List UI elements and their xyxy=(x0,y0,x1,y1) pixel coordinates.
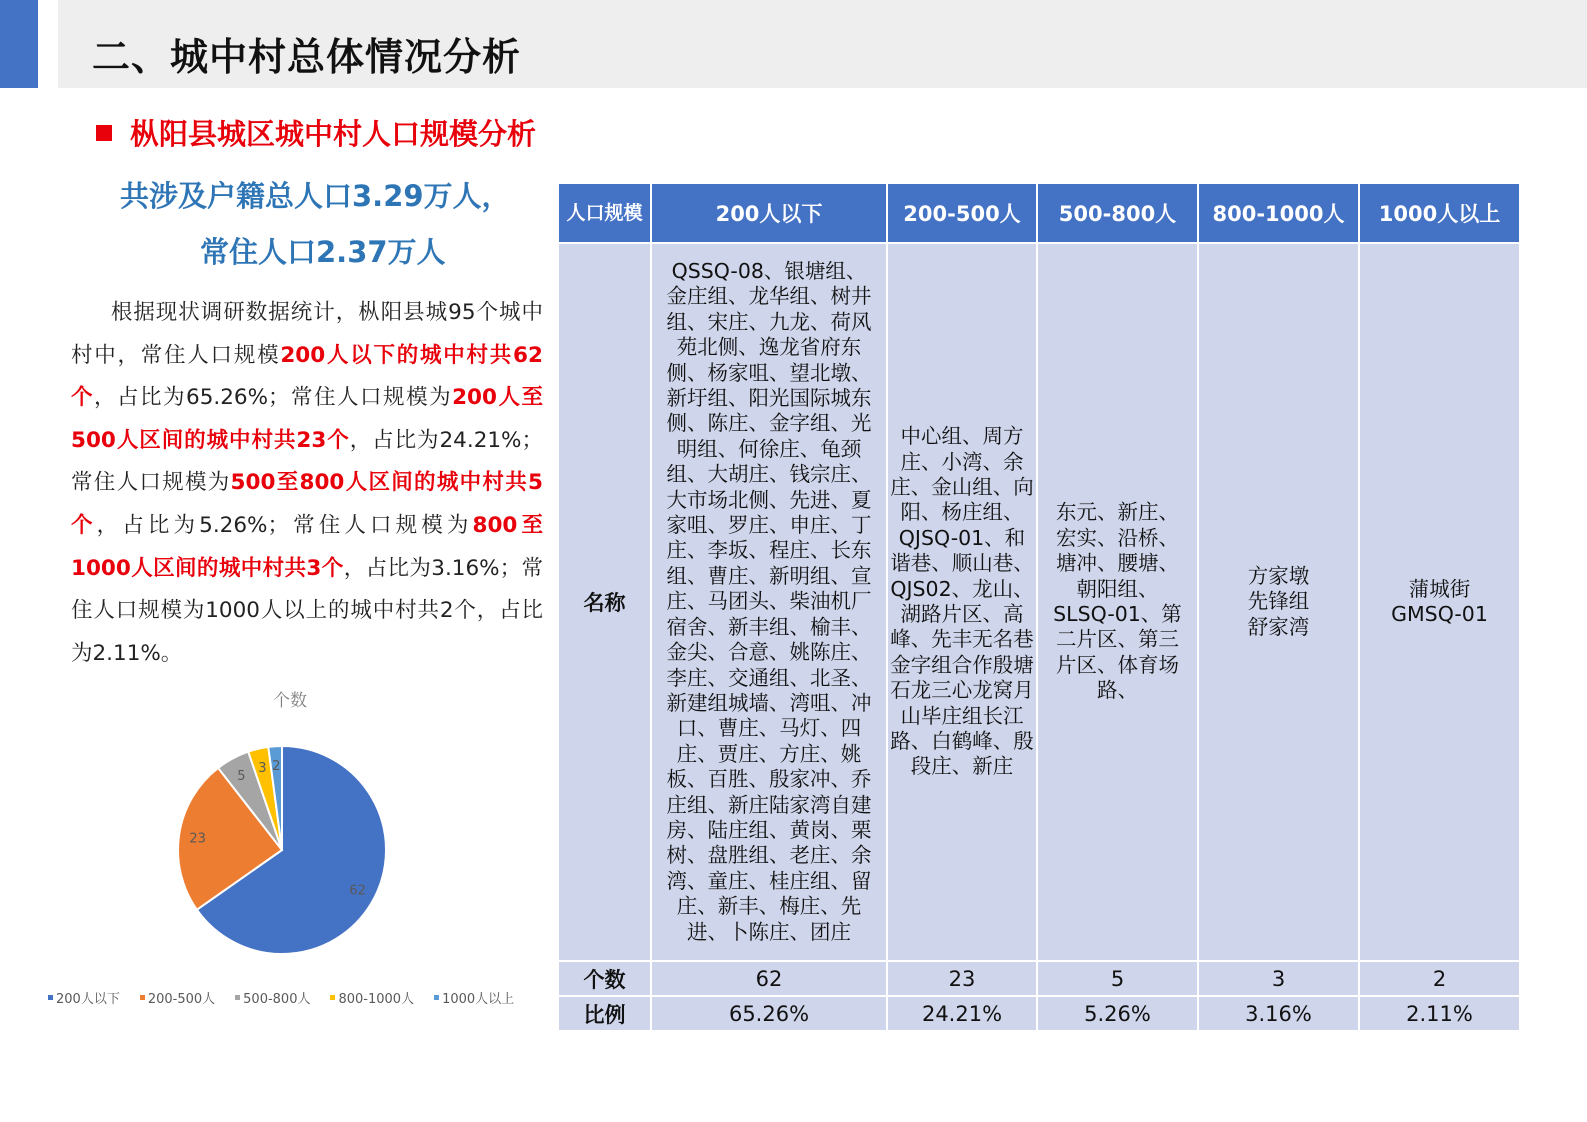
names-cell: QSSQ-08、银塘组、金庄组、龙华组、树井组、宋庄、九龙、荷风苑北侧、逸龙省府东侧、杨家咀、望北墩、新圩组、阳光国际城东侧、陈庄、金字组、光明组、何徐庄、龟颈组、大胡庄、钱宗庄、大市场北侧、先进、夏家咀、罗庄、申庄、丁庄、李坂、程庄、长东组、曹庄、新明组、宣庄、马团头、柴油机厂宿舍、新丰组、榆丰、金尖、合意、姚陈庄、李庄、交通组、北圣、新建组城墙、湾咀、冲口、曹庄、马灯、四庄、贾庄、方庄、姚板、百胜、殷家冲、乔庄组、新庄陆家湾自建房、陆庄组、黄岗、栗树、盘胜组、老庄、余湾、童庄、桂庄组、留庄、新丰、梅庄、先进、卜陈庄、团庄 xyxy=(651,243,887,961)
section-title-text: 枞阳县城区城中村人口规模分析 xyxy=(130,117,537,151)
legend-swatch-icon xyxy=(140,995,145,1000)
ratio-cell: 5.26% xyxy=(1037,996,1198,1031)
row-label: 比例 xyxy=(558,996,651,1031)
pie-data-label: 2 xyxy=(272,758,281,774)
pie-svg xyxy=(40,680,540,980)
names-cell: 蒲城街GMSQ-01 xyxy=(1359,243,1520,961)
ratio-cell: 65.26% xyxy=(651,996,887,1031)
legend-label: 800-1000人 xyxy=(338,992,415,1007)
ratio-cell: 3.16% xyxy=(1198,996,1359,1031)
summary-paragraph xyxy=(71,292,543,675)
page-title: 二、城中村总体情况分析 xyxy=(92,35,522,79)
header-cell: 500-800人 xyxy=(1037,183,1198,243)
pie-data-label: 3 xyxy=(258,760,267,776)
legend-item xyxy=(330,988,414,1007)
pie-chart xyxy=(40,680,540,1020)
table-header-row xyxy=(558,183,1520,243)
chart-title: 个数 xyxy=(273,691,307,711)
count-cell: 62 xyxy=(651,961,887,996)
table-row-counts xyxy=(558,961,1520,996)
table-row-ratios xyxy=(558,996,1520,1031)
pie-data-label: 5 xyxy=(237,768,246,784)
legend-swatch-icon xyxy=(434,995,439,1000)
paragraph-text: ，占比为5.26%；常住人口规模为 xyxy=(96,512,473,538)
legend-label: 1000人以上 xyxy=(442,992,515,1007)
row-label: 个数 xyxy=(558,961,651,996)
highlight-text: 200人至500人区间的城中村共23个 xyxy=(71,385,543,453)
header-cell: 1000人以上 xyxy=(1359,183,1520,243)
ratio-cell: 24.21% xyxy=(887,996,1037,1031)
legend-item xyxy=(140,988,215,1007)
legend-swatch-icon xyxy=(48,995,53,1000)
count-cell: 23 xyxy=(887,961,1037,996)
legend-label: 200-500人 xyxy=(147,992,216,1007)
paragraph-text: 根据现状调研数据统计，枞阳县城95个城中村中，常住人口规模 xyxy=(71,300,543,368)
count-cell: 2 xyxy=(1359,961,1520,996)
highlight-text: 200人以下的城中村共62个 xyxy=(71,342,543,411)
header-cell: 200-500人 xyxy=(887,183,1037,243)
legend-swatch-icon xyxy=(330,995,335,1000)
count-cell: 3 xyxy=(1198,961,1359,996)
ratio-cell: 2.11% xyxy=(1359,996,1520,1031)
highlight-text: 500至800人区间的城中村共5个 xyxy=(71,470,543,538)
population-table xyxy=(557,182,1521,1032)
legend-item xyxy=(434,988,514,1007)
names-cell: 方家墩先锋组舒家湾 xyxy=(1198,243,1359,961)
table-row-names xyxy=(558,243,1520,961)
highlight-line-1: 共涉及户籍总人口3.29万人， xyxy=(120,179,511,213)
names-cell: 中心组、周方庄、小湾、余庄、金山组、向阳、杨庄组、QJSQ-01、和谐巷、顺山巷、QJS02、龙山、湖路片区、高峰、先丰无名巷金字组合作殷塘石龙三心龙窝月山毕庄组长江路、白鹤峰、殷段庄、新庄 xyxy=(887,243,1037,961)
legend-item xyxy=(48,988,120,1007)
pie-data-label: 23 xyxy=(189,831,206,847)
header-accent-gap xyxy=(38,0,58,88)
paragraph-text: ，占比为3.16%；常住人口规模为1000人以上的城中村共2个，占比为2.11%。 xyxy=(71,555,543,666)
legend-swatch-icon xyxy=(235,995,240,1000)
legend-label: 200人以下 xyxy=(56,992,120,1007)
pie-data-label: 62 xyxy=(349,883,366,899)
paragraph-text: ，占比为65.26%；常住人口规模为 xyxy=(94,385,453,411)
header-cell: 人口规模 xyxy=(558,183,651,243)
header-cell: 200人以下 xyxy=(651,183,887,243)
legend-item xyxy=(235,988,310,1007)
paragraph-text: ，占比为24.21%；常住人口规模为 xyxy=(71,427,543,496)
highlight-text: 800至1000人区间的城中村共3个 xyxy=(71,512,543,581)
legend-label: 500-800人 xyxy=(243,992,311,1007)
header-accent-bar xyxy=(0,0,38,88)
count-cell: 5 xyxy=(1037,961,1198,996)
header-cell: 800-1000人 xyxy=(1198,183,1359,243)
section-title xyxy=(96,112,536,153)
row-label: 名称 xyxy=(558,243,651,961)
chart-legend xyxy=(48,988,514,1007)
highlight-line-2: 常住人口2.37万人 xyxy=(200,235,446,269)
square-bullet-icon xyxy=(96,125,112,141)
names-cell: 东元、新庄、宏实、沿桥、塘冲、腰塘、朝阳组、SLSQ-01、第二片区、第三片区、体育场路、 xyxy=(1037,243,1198,961)
